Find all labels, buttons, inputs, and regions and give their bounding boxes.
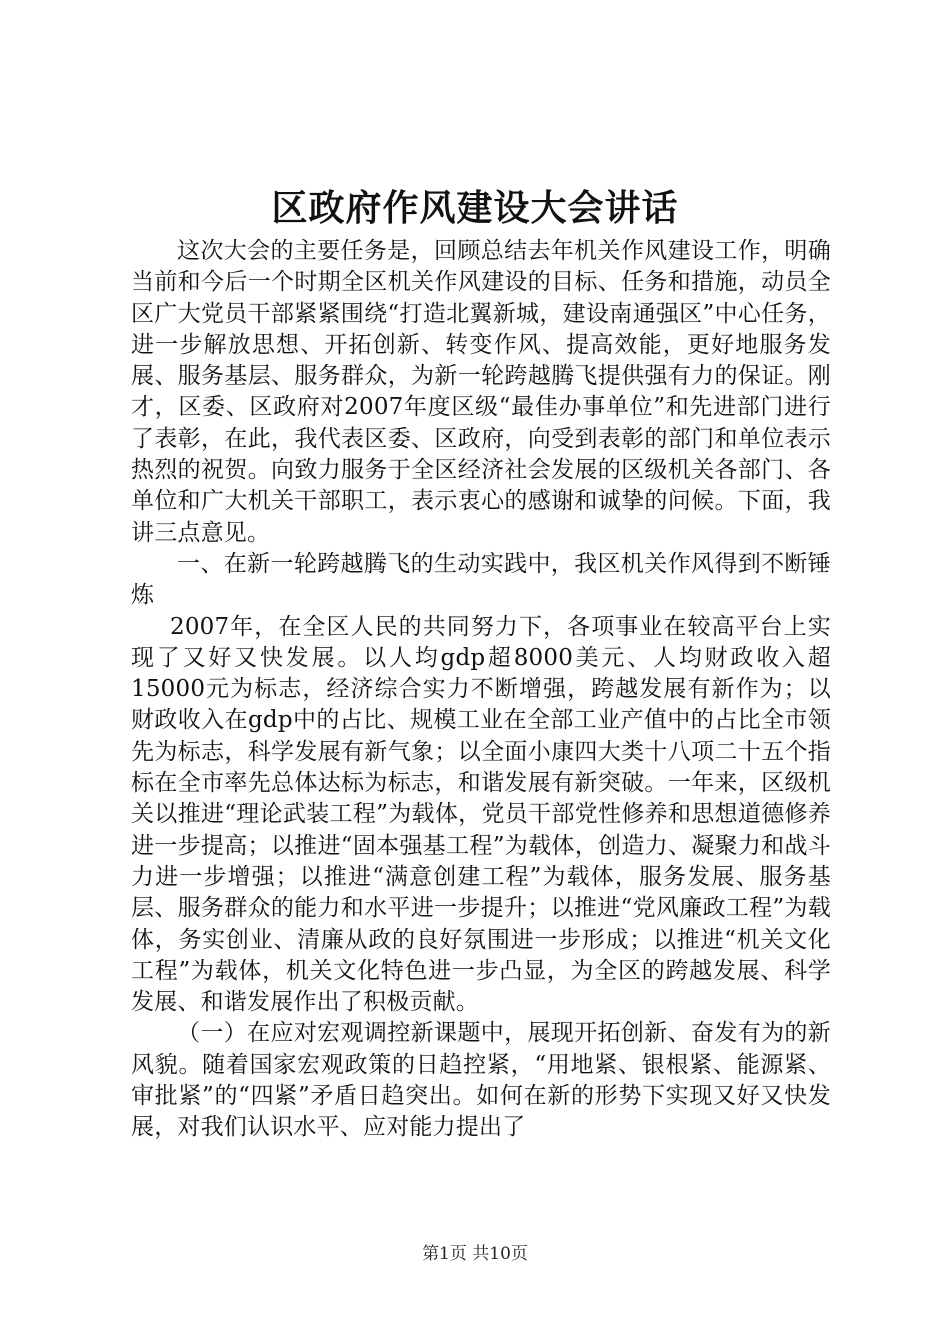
document-title: 区政府作风建设大会讲话 [271,187,679,229]
page-footer: 第1页 共10页 [422,1244,528,1264]
paragraph-2007-review: 2007年，在全区人民的共同努力下，各项事业在较高平台上实现了又好又快发展。以人均gdp超8000美元、人均财政收入超15000元为标志，经济综合实力不断增强，跨越发展有新作为；以财政收入在gdp中的占比、规模工业在全部工业产值中的占比全市领先为标志，科学发展有新气象；以全面小康四大类十八项二十五个指标在全市率先总体达标为标志，和谐发展有新突破。一年来，区级机关以推进“理论武装工程”为载体，党员干部党性修养和思想道德修养进一步提高；以推进“固本强基工程”为载体，创造力、凝聚力和战斗力进一步增强；以推进“满意创建工程”为载体，服务发展、服务基层、服务群众的能力和水平进一步提升；以推进“党风廉政工程”为载体，务实创业、清廉从政的良好氛围进一步形成；以推进“机关文化工程”为载体，机关文化特色进一步凸显，为全区的跨越发展、科学发展、和谐发展作出了积极贡献。 [131,613,831,1016]
section-heading-one: 一、在新一轮跨越腾飞的生动实践中，我区机关作风得到不断锤炼 [131,550,831,609]
paragraph-subsection-one: （一）在应对宏观调控新课题中，展现开拓创新、奋发有为的新风貌。随着国家宏观政策的日趋控紧，“用地紧、银根紧、能源紧、审批紧”的“四紧”矛盾日趋突出。如何在新的形势下实现又好又快发展，对我们认识水平、应对能力提出了 [131,1020,831,1141]
paragraph-intro: 这次大会的主要任务是，回顾总结去年机关作风建设工作，明确当前和今后一个时期全区机关作风建设的目标、任务和措施，动员全区广大党员干部紧紧围绕“打造北翼新城，建设南通强区”中心任务，进一步解放思想、开拓创新、转变作风、提高效能，更好地服务发展、服务基层、服务群众，为新一轮跨越腾飞提供强有力的保证。刚才，区委、区政府对2007年度区级“最佳办事单位”和先进部门进行了表彰，在此，我代表区委、区政府，向受到表彰的部门和单位表示热烈的祝贺。向致力服务于全区经济社会发展的区级机关各部门、各单位和广大机关干部职工，表示衷心的感谢和诚挚的问候。下面，我讲三点意见。 [131,238,831,546]
document-body [131,236,831,1144]
